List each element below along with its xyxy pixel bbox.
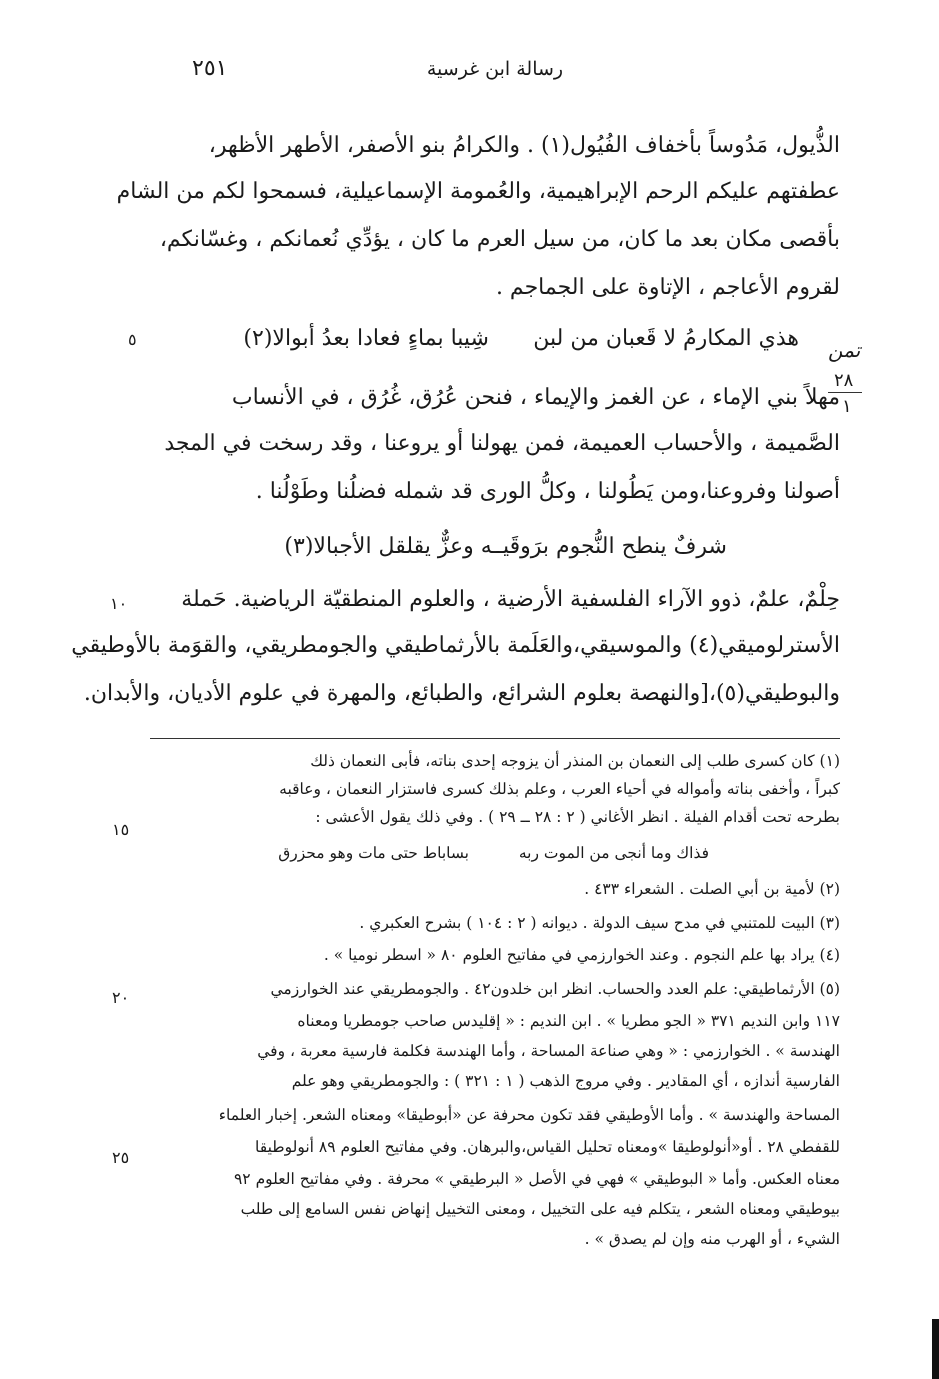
footnote-line: الهندسة » . الخوارزمي : « وهي صناعة المساحة ، وأما الهندسة فكلمة فارسية معربة ، وفي bbox=[257, 1042, 840, 1060]
line-number: ٢٠ bbox=[112, 988, 130, 1007]
footnote-line: بيوطيقي ومعناه الشعر ، يتكلم فيه على التخييل ، ومعنى التخييل إنهاض نفس السامع إلى طلب bbox=[240, 1200, 840, 1218]
footnote-line: المساحة والهندسة » . وأما الأوطيقي فقد تكون محرفة عن «أبوطيقا» ومعناه الشعر. إخبار العلماء bbox=[218, 1106, 840, 1124]
body-line: الأسترلوميقي(٤) والموسيقي،والعَلَمة بالأرثماطيقي والجومطريقي، والقوَمة بالأوطيقي bbox=[71, 633, 840, 658]
page-number: ٢٥١ bbox=[192, 56, 228, 81]
footnote-line: كبراً ، وأخفى بناته وأمواله في أحياء العرب ، وعلم بذلك كسرى فاستزار النعمان ، وعاقبه bbox=[279, 780, 840, 798]
body-line: حِلْمٌ، علمٌ، ذوو الآراء الفلسفية الأرضية ، والعلوم المنطقيّة الرياضية. حَملة bbox=[181, 587, 840, 612]
footnote-line: (٥) الأرثماطيقي: علم العدد والحساب. انظر ابن خلدون٤٢ . والجومطريقي عند الخوارزمي bbox=[270, 980, 840, 998]
footnote-line: (٣) البيت للمتنبي في مدح سيف الدولة . ديوانه ( ٢ : ١٠٤ ) بشرح العكبري . bbox=[359, 914, 840, 932]
footnote-line: ١١٧ وابن النديم ٣٧١ « الجو مطريا » . ابن النديم : « إقليدس صاحب جومطريا ومعناه bbox=[297, 1012, 840, 1030]
body-line: مهلاً بني الإماء ، عن الغمز والإيماء ، فنحن عُرُق، غُرُق ، في الأنساب bbox=[231, 385, 840, 410]
body-line: أصولنا وفروعنا،ومن يَطُولنا ، وكلُّ الورى قد شمله فضلُنا وطَوْلُنا . bbox=[255, 479, 840, 504]
line-number: ٢٥ bbox=[112, 1148, 130, 1167]
handwritten-margin-note: تمن bbox=[828, 338, 861, 362]
line-number: ١٠ bbox=[110, 594, 128, 613]
footnote-line: معناه العكس. وأما « البوطيقي » فهي في الأصل « البرطيقي » محرفة . وفي مفاتيح العلوم ٩٢ bbox=[233, 1170, 840, 1188]
footnote-line: (٤) يراد بها علم النجوم . وعند الخوارزمي في مفاتيح العلوم ٨٠ « اسطر نوميا » . bbox=[323, 946, 840, 964]
footnote-line: الفارسية أندازه ، أي المقادير . وفي مروج الذهب ( ١ : ٣٢١ ) : والجومطريقي وهو علم bbox=[291, 1072, 840, 1090]
running-title: رسالة ابن غرسية bbox=[426, 58, 564, 80]
body-line: عطفتهم عليكم الرحم الإبراهيمية، والعُمومة الإسماعيلية، فسمحوا لكم من الشام bbox=[116, 179, 840, 204]
verse-hemistich-first: شرفٌ ينطح النُّجوم برَوقَيـ bbox=[496, 534, 727, 559]
line-number: ١٥ bbox=[112, 820, 130, 839]
verse-hemistich-second: ـه وعزٌّ يقلقل الأجبالا(٣) bbox=[284, 534, 499, 559]
body-line: والبوطيقي(٥)،[والنهصة بعلوم الشرائع، والطبائع، والمهرة في علوم الأديان، والأبدان. bbox=[83, 681, 840, 706]
verse-hemistich-second: شِيبا بماءٍ فعادا بعدُ أبوالا(٢) bbox=[243, 326, 489, 351]
body-line: الصَّميمة ، والأحساب العميمة، فمن يهولنا أو يروعنا ، وقد رسخت في المجد bbox=[164, 431, 840, 456]
footnotes bbox=[150, 0, 840, 1379]
footnote-line: الشيء ، أو الهرب منه وإن لم يصدق » . bbox=[584, 1230, 840, 1248]
body-line: بأقصى مكان بعد ما كان، من سيل العرم ما كان ، يؤدِّي نُعمانكم ، وغسّانكم، bbox=[159, 227, 840, 252]
verse-hemistich-first: هذي المكارمُ لا قَعبان من لبن bbox=[533, 326, 799, 351]
body-line: الذُّيول، مَدُوساً بأخفاف الفُيُول(١) . والكرامُ بنو الأصفر، الأطهر الأظهر، bbox=[208, 133, 840, 158]
body-line: لقروم الأعاجم ، الإتاوة على الجماجم . bbox=[495, 275, 840, 300]
folio-number-top: ٢٨ bbox=[834, 370, 854, 391]
footnote-verse-second: بساباط حتى مات وهو محزرق bbox=[278, 844, 469, 862]
footnote-line: (٢) لأمية بن أبي الصلت . الشعراء ٤٣٣ . bbox=[584, 880, 840, 898]
line-number: ٥ bbox=[128, 330, 137, 349]
footnote-line: للقفطي ٢٨ . أو«أنولوطيقا »ومعناه تحليل القياس،والبرهان. وفي مفاتيح العلوم ٨٩ أنولوطيقا bbox=[255, 1138, 840, 1156]
scan-edge-mark bbox=[932, 1319, 939, 1379]
footnote-verse-first: فذاك وما أنجى من الموت ربه bbox=[518, 844, 709, 862]
footnote-line: بطرحه تحت أقدام الفيلة . انظر الأغاني ( ٢ : ٢٨ ــ ٢٩ ) . وفي ذلك يقول الأعشى : bbox=[315, 808, 840, 826]
footnote-line: (١) كان كسرى طلب إلى النعمان بن المنذر أن يزوجه إحدى بناته، فأبى النعمان ذلك bbox=[310, 752, 840, 770]
folio-number-bottom: ١ bbox=[842, 396, 852, 417]
